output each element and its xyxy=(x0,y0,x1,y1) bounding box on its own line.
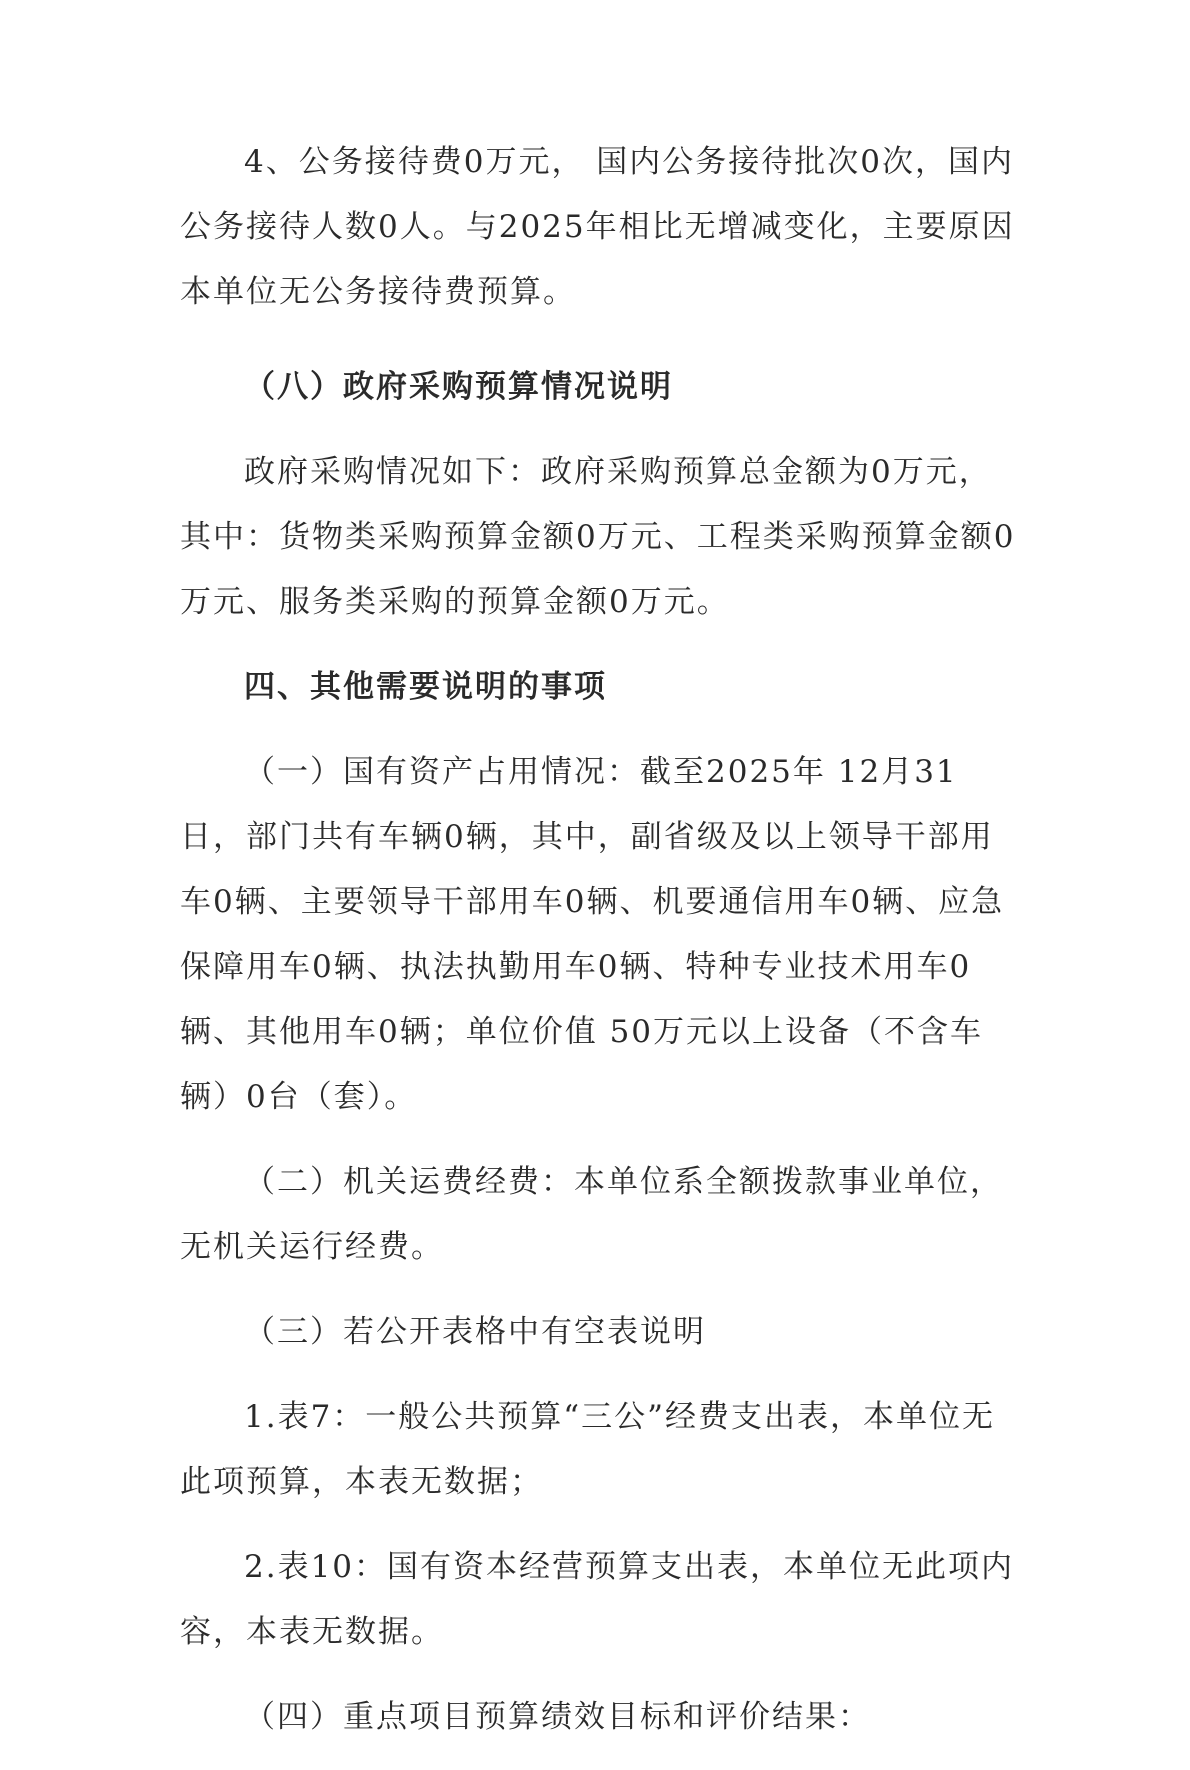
document-body xyxy=(180,130,1020,1770)
heading-government-procurement: （八）政府采购预算情况说明 xyxy=(244,369,673,405)
paragraph-state-assets: （一）国有资产占用情况：截至2025年 12月31日，部门共有车辆0辆，其中，副省级及以上领导干部用车0辆、主要领导干部用车0辆、机要通信用车0辆、应急保障用车0辆、执法执勤用车0辆、特种专业技术用车0辆、其他用车0辆；单位价值 50万元以上设备（不含车辆）0台（套）。 xyxy=(180,754,1005,1115)
paragraph-empty-tables: （三）若公开表格中有空表说明 xyxy=(244,1314,706,1350)
paragraph-operating-expense: （二）机关运费经费：本单位系全额拨款事业单位，无机关运行经费。 xyxy=(180,1164,1003,1265)
heading-other-matters: 四、其他需要说明的事项 xyxy=(244,669,607,705)
paragraph-procurement: 政府采购情况如下：政府采购预算总金额为0万元，其中：货物类采购预算金额0万元、工程类采购预算金额0万元、服务类采购的预算金额0万元。 xyxy=(180,454,1016,620)
paragraph-performance-goals: （四）重点项目预算绩效目标和评价结果： xyxy=(244,1699,871,1735)
paragraph-reception-expense: 4、公务接待费0万元， 国内公务接待批次0次，国内公务接待人数0人。与2025年相比无增减变化，主要原因本单位无公务接待费预算。 xyxy=(180,144,1015,310)
paragraph-table-7: 1.表7：一般公共预算“三公”经费支出表，本单位无此项预算，本表无数据； xyxy=(180,1399,995,1500)
paragraph-table-10: 2.表10：国有资本经营预算支出表，本单位无此项内容，本表无数据。 xyxy=(180,1549,1015,1650)
